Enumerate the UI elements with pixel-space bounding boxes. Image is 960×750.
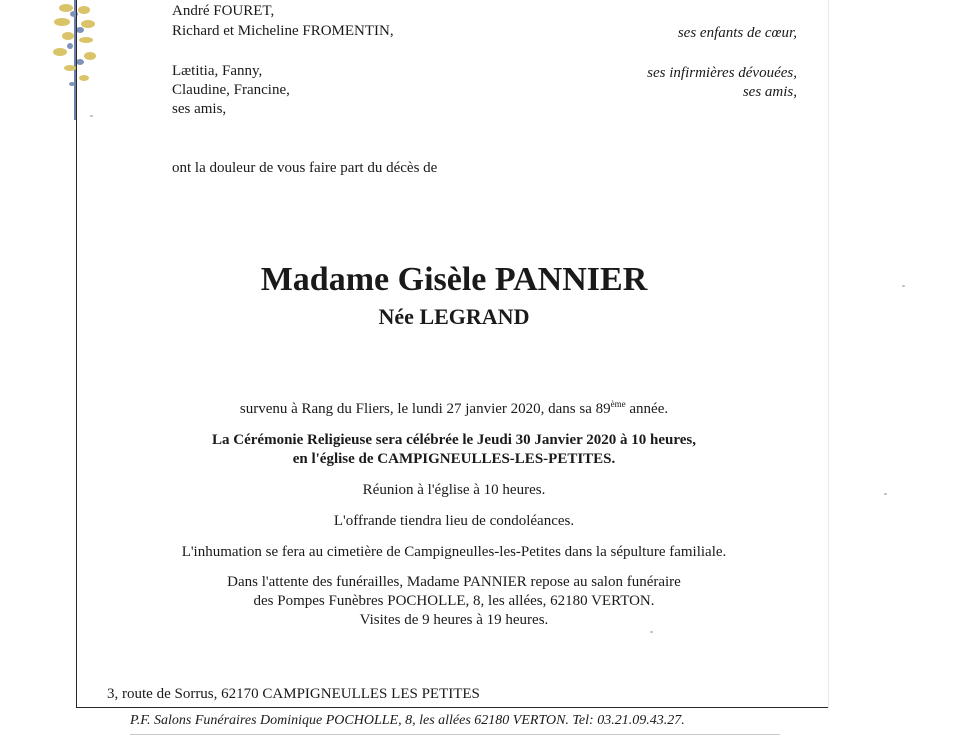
frame-left-border [76, 0, 77, 708]
scan-speck [650, 631, 653, 633]
scan-speck [902, 285, 905, 287]
rest-line-1: Dans l'attente des funérailles, Madame PANNIER repose au salon funéraire [227, 574, 681, 590]
scan-speck [884, 493, 887, 495]
caregivers-line-2: Claudine, Francine, [172, 82, 290, 98]
family-line-1: André FOURET, [172, 3, 275, 19]
death-ordinal: ème [610, 399, 626, 409]
family-line-2: Richard et Micheline FROMENTIN, [172, 23, 394, 39]
ceremony-line-2: en l'église de CAMPIGNEULLES-LES-PETITES. [292, 451, 616, 467]
frame-right-border [828, 0, 829, 708]
announcement-text: ont la douleur de vous faire part du décès de [172, 160, 438, 176]
family-address: 3, route de Sorrus, 62170 CAMPIGNEULLES LES PETITES [107, 686, 480, 702]
ceremony-line-1: La Cérémonie Religieuse sera célébrée le Jeudi 30 Janvier 2020 à 10 heures, [212, 432, 696, 448]
death-text-end: année. [625, 401, 669, 417]
death-text: survenu à Rang du Fliers, le lundi 27 janvier 2020, dans sa 89 [239, 401, 611, 417]
caregivers-line-1: Lætitia, Fanny, [172, 63, 263, 79]
rest-line-3: Visites de 9 heures à 19 heures. [359, 612, 549, 628]
death-line [80, 399, 828, 419]
footer-divider [130, 734, 780, 735]
deceased-name: Madame Gisèle PANNIER [260, 261, 648, 298]
role-friends: ses amis, [742, 84, 797, 100]
frame-bottom-border [76, 707, 828, 708]
flower-ornament-icon [28, 0, 108, 122]
rest-line-2: des Pompes Funèbres POCHOLLE, 8, les allées, 62180 VERTON. [253, 593, 655, 609]
offering-text: L'offrande tiendra lieu de condoléances. [333, 513, 575, 529]
funeral-home-footer: P.F. Salons Funéraires Dominique POCHOLLE, 8, les allées 62180 VERTON. Tel: 03.21.09.43.27. [130, 713, 685, 728]
role-children: ses enfants de cœur, [677, 25, 797, 41]
scan-speck [90, 115, 93, 117]
deceased-maiden-name: Née LEGRAND [378, 304, 530, 329]
caregivers-line-3: ses amis, [172, 101, 227, 117]
role-nurses: ses infirmières dévouées, [647, 65, 797, 81]
meeting-text: Réunion à l'église à 10 heures. [362, 482, 546, 498]
burial-text: L'inhumation se fera au cimetière de Campigneulles-les-Petites dans la sépulture familiale. [181, 544, 727, 560]
